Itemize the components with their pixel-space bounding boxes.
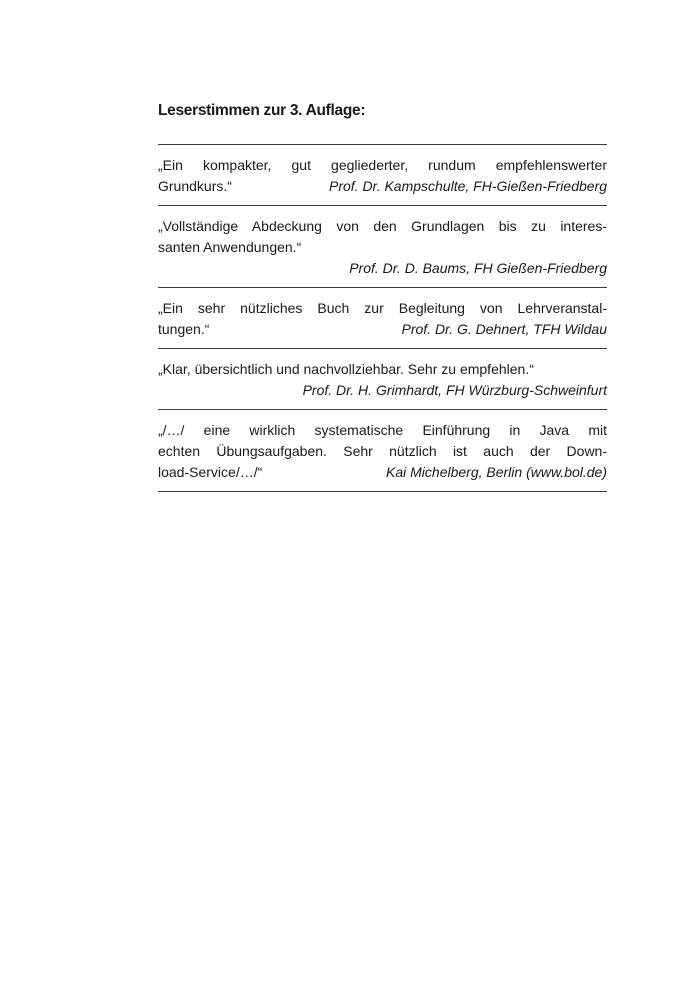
review-last-line [158,176,607,197]
review-quote-line: santen Anwendungen.“ [158,239,302,255]
review-item [158,288,607,349]
review-attribution: Prof. Dr. D. Baums, FH Gießen-Friedberg [349,260,607,276]
review-quote-line: „Vollständige Abdeckung von den Grundlagen bis zu interes- [158,218,607,234]
review-quote-line: echten Übungsaufgaben. Sehr nützlich ist auch der Down- [158,443,607,459]
review-quote-line: „Ein sehr nützliches Buch zur Begleitung von Lehrveranstal- [158,300,607,316]
section-heading: Leserstimmen zur 3. Auflage: [158,102,366,119]
review-item [158,206,607,288]
review-attribution: Prof. Dr. H. Grimhardt, FH Würzburg-Schweinfurt [302,382,607,398]
review-attribution: Prof. Dr. G. Dehnert, TFH Wildau [401,321,607,337]
review-last-line [158,319,607,340]
review-attribution: Prof. Dr. Kampschulte, FH-Gießen-Friedberg [328,178,607,194]
review-quote-line: „Ein kompakter, gut gegliederter, rundum empfehlenswerter [158,157,607,173]
reviews-section [158,100,607,492]
review-item [158,410,607,492]
review-quote-line: load-Service/…/“ [158,464,263,480]
review-quote-line: tungen.“ [158,321,210,337]
review-quote-line: Grundkurs.“ [158,178,232,194]
review-quote-line: „/…/ eine wirklich systematische Einführung in Java mit [158,422,607,438]
review-attribution: Kai Michelberg, Berlin (www.bol.de) [386,464,607,480]
review-item [158,349,607,410]
review-last-line [158,462,607,483]
review-quote-line: „Klar, übersichtlich und nachvollziehbar. Sehr zu empfehlen.“ [158,361,534,377]
review-item [158,144,607,206]
